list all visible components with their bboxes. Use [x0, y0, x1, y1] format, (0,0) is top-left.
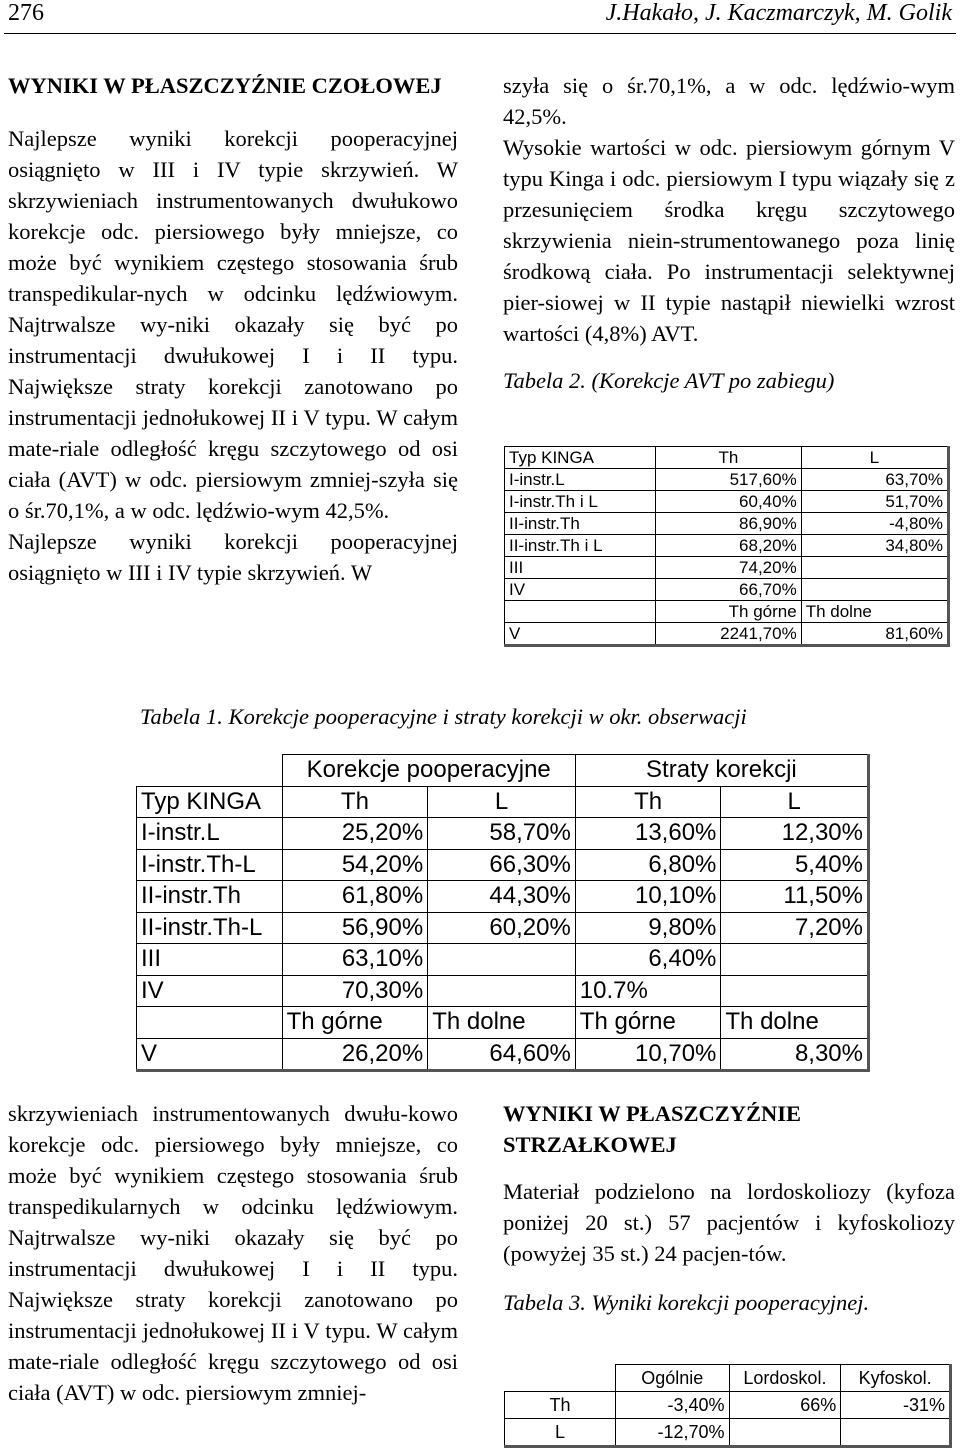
table-row [137, 881, 869, 913]
table-header-row [137, 786, 869, 818]
left-column [8, 70, 458, 588]
table-cell: 63,10% [282, 944, 428, 976]
page-number: 276 [8, 0, 44, 26]
table-cell: -31% [841, 1392, 951, 1419]
section-heading-frontal: WYNIKI W PŁASZCZYŹNIE CZOŁOWEJ [8, 73, 442, 98]
table-cell: 86,90% [656, 513, 801, 535]
table-cell [428, 944, 576, 976]
table-cell: -4,80% [801, 513, 948, 535]
table-cell: II-instr.Th i L [505, 535, 656, 557]
table-cell: 61,80% [282, 881, 428, 913]
table-cell: IV [137, 975, 283, 1007]
bottom-right-column [503, 1098, 955, 1318]
table-cell: I-instr.L [505, 469, 656, 491]
table-row [137, 1007, 869, 1039]
paragraph: Najlepsze wyniki korekcji pooperacyjnej osiągnięto w III i IV typie skrzywień. W [8, 529, 458, 585]
table-cell [505, 1365, 616, 1392]
table-row [137, 944, 869, 976]
table-cell [729, 1419, 841, 1447]
table-cell: 6,80% [575, 849, 721, 881]
table-cell [428, 975, 576, 1007]
table-cell: 2241,70% [656, 623, 801, 646]
table-cell: I-instr.L [137, 818, 283, 850]
table-cell: L [505, 1419, 616, 1447]
right-column [503, 70, 955, 396]
table-cell [721, 975, 869, 1007]
table-row [137, 849, 869, 881]
table-cell: Kyfoskol. [841, 1365, 951, 1392]
table-row [505, 1419, 951, 1447]
table-cell: 9,80% [575, 912, 721, 944]
table-row [505, 579, 949, 601]
table-cell: -12,70% [616, 1419, 730, 1447]
table-cell: V [137, 1038, 283, 1071]
table-row [137, 975, 869, 1007]
table-cell [801, 579, 948, 601]
table-cell: -3,40% [616, 1392, 730, 1419]
running-header-authors: J.Hakało, J. Kaczmarczyk, M. Golik [605, 0, 952, 26]
table-cell: 6,40% [575, 944, 721, 976]
table-cell: Th dolne [801, 601, 948, 623]
table-cell: 13,60% [575, 818, 721, 850]
table-cell [841, 1419, 951, 1447]
table-cell: L [721, 786, 869, 818]
table-cell: Th [656, 447, 801, 469]
table-row [505, 513, 949, 535]
table-cell: II-instr.Th [505, 513, 656, 535]
table-cell [721, 944, 869, 976]
table-cell: Typ KINGA [137, 786, 283, 818]
table-cell: 5,40% [721, 849, 869, 881]
paragraph: Wysokie wartości w odc. piersiowym górnym V typu Kinga i odc. piersiowym I typu wiązały się z przesunięciem środka kręgu szczytowego skrzywienia niein-strumentowanego poza linię środkową ciała. Po instrumentacji selektywnej pier-siowej w II typie nastąpił niewielki wzrost wartości (4,8%) AVT. [503, 135, 955, 346]
table-cell: Typ KINGA [505, 447, 656, 469]
table-cell: 517,60% [656, 469, 801, 491]
table-row [505, 601, 949, 623]
table-cell: 51,70% [801, 491, 948, 513]
paragraph: Najlepsze wyniki korekcji pooperacyjnej osiągnięto w III i IV typie skrzywień. W skrzywieniach instrumentowanych dwułukowo korekcje odc. piersiowego były mniejsze, co może być wynikiem częstego stosowania śrub transpedikular-nych w odcinku lędźwiowym. Najtrwalsze wy-niki okazały się być po instrumentacji dwułukowej I i II typu. Największe straty korekcji zanotowano po instrumentacji jednołukowej II i V typu. W całym mate-riale odległość kręgu szczytowego od osi ciała (AVT) w odc. piersiowym zmniej-szyła się o śr.70,1%, a w odc. lędźwio-wym 42,5%. [8, 126, 458, 523]
table-cell: 60,40% [656, 491, 801, 513]
table-cell: 56,90% [282, 912, 428, 944]
table-row [505, 469, 949, 491]
table-cell: Th dolne [428, 1007, 576, 1039]
table-cell: I-instr.Th-L [137, 849, 283, 881]
table-cell: Th górne [282, 1007, 428, 1039]
table-cell [505, 601, 656, 623]
table-cell: 74,20% [656, 557, 801, 579]
bottom-left-column [8, 1098, 458, 1408]
table2 [504, 446, 950, 647]
table-cell: 25,20% [282, 818, 428, 850]
table-cell: Th [505, 1392, 616, 1419]
table-cell: L [801, 447, 948, 469]
table1 [136, 754, 870, 1072]
header-rule [4, 33, 956, 34]
table-header-row [505, 447, 949, 469]
table-cell: 54,20% [282, 849, 428, 881]
paragraph: skrzywieniach instrumentowanych dwułu-kowo korekcje odc. piersiowego były mniejsze, co może być wynikiem częstego stosowania śrub transpedikularnych w odcinku lędźwiowym. Najtrwalsze wy-niki okazały się być po instrumentacji dwułukowej I i II typu. Największe straty korekcji zanotowano po instrumentacji jednołukowej II i V typu. W całym mate-riale odległość kręgu szczytowego od osi ciała (AVT) w odc. piersiowym zmniej- [8, 1101, 458, 1405]
table-cell: Lordoskol. [729, 1365, 841, 1392]
table-cell: 63,70% [801, 469, 948, 491]
section-heading-sagittal: WYNIKI W PŁASZCZYŹNIE STRZAŁKOWEJ [503, 1101, 801, 1157]
table-cell: 10,10% [575, 881, 721, 913]
table-cell: II-instr.Th [137, 881, 283, 913]
table-cell: Th [282, 786, 428, 818]
table-cell: L [428, 786, 576, 818]
table-cell [137, 1007, 283, 1039]
table-row [137, 818, 869, 850]
table-cell: 44,30% [428, 881, 576, 913]
table-cell: 81,60% [801, 623, 948, 646]
table-cell: V [505, 623, 656, 646]
table-cell: Ogólnie [616, 1365, 730, 1392]
table-cell: IV [505, 579, 656, 601]
table-cell: 12,30% [721, 818, 869, 850]
table-cell: Th górne [575, 1007, 721, 1039]
table2-caption: Tabela 2. (Korekcje AVT po zabiegu) [503, 368, 835, 393]
table-group-header: Straty korekcji [575, 755, 868, 787]
table3-caption: Tabela 3. Wyniki korekcji pooperacyjnej. [503, 1290, 870, 1315]
table-cell: 58,70% [428, 818, 576, 850]
table-group-header-row [137, 755, 869, 787]
table-cell: 10,70% [575, 1038, 721, 1071]
paragraph: szyła się o śr.70,1%, a w odc. lędźwio-wym 42,5%. [503, 73, 955, 129]
table-cell: 34,80% [801, 535, 948, 557]
table-cell: 66% [729, 1392, 841, 1419]
table-row [505, 623, 949, 646]
table-cell: 8,30% [721, 1038, 869, 1071]
table-header-row [505, 1365, 951, 1392]
table-cell [801, 557, 948, 579]
table-cell: Th dolne [721, 1007, 869, 1039]
table-row [137, 912, 869, 944]
table-cell: III [137, 944, 283, 976]
table-cell: 26,20% [282, 1038, 428, 1071]
table1-caption: Tabela 1. Korekcje pooperacyjne i straty korekcji w okr. obserwacji [140, 704, 747, 729]
table-cell: 60,20% [428, 912, 576, 944]
table-cell: 66,70% [656, 579, 801, 601]
table-cell: Th górne [656, 601, 801, 623]
table-cell: 7,20% [721, 912, 869, 944]
paragraph: Materiał podzielono na lordoskoliozy (kyfoza poniżej 20 st.) 57 pacjentów i kyfoskoliozy (powyżej 35 st.) 24 pacjen-tów. [503, 1179, 955, 1266]
table-cell: III [505, 557, 656, 579]
table-cell: 70,30% [282, 975, 428, 1007]
table-cell: 68,20% [656, 535, 801, 557]
table-row [505, 535, 949, 557]
table-row [505, 1392, 951, 1419]
table-cell [137, 755, 283, 787]
table-group-header: Korekcje pooperacyjne [282, 755, 575, 787]
table-cell: 10.7% [575, 975, 721, 1007]
table-cell: 66,30% [428, 849, 576, 881]
table-cell: 64,60% [428, 1038, 576, 1071]
table3 [504, 1364, 952, 1448]
table-row [505, 557, 949, 579]
table-cell: II-instr.Th-L [137, 912, 283, 944]
table-cell: Th [575, 786, 721, 818]
table-cell: 11,50% [721, 881, 869, 913]
table-row [137, 1038, 869, 1071]
table-cell: I-instr.Th i L [505, 491, 656, 513]
table-row [505, 491, 949, 513]
